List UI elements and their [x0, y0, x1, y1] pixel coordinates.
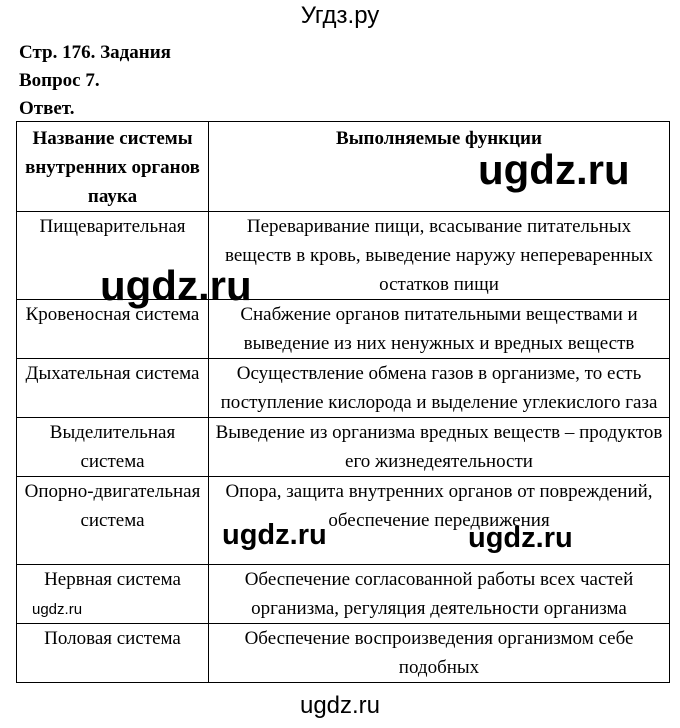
- table-row: [17, 418, 670, 477]
- function-cell: Опора, защита внутренних органов от повреждений, обеспечение передвижения: [209, 477, 670, 565]
- function-cell: Обеспечение воспроизведения организмом себе подобных: [209, 624, 670, 683]
- system-name-cell: Опорно-двигательная система: [17, 477, 209, 565]
- function-cell: Обеспечение согласованной работы всех частей организма, регуляция деятельности организма: [209, 565, 670, 624]
- table-row: [17, 624, 670, 683]
- system-name-cell: Нервная система: [17, 565, 209, 624]
- question-number: Вопрос 7.: [19, 70, 100, 91]
- system-name-cell: Кровеносная система: [17, 300, 209, 359]
- header-system-name: Название системы внутренних органов паука: [17, 122, 209, 212]
- system-name-cell: Выделительная система: [17, 418, 209, 477]
- function-cell: Выведение из организма вредных веществ – продуктов его жизнедеятельности: [209, 418, 670, 477]
- watermark: ugdz.ru: [32, 601, 83, 618]
- answer-label: Ответ.: [19, 98, 75, 119]
- function-cell: Осуществление обмена газов в организме, то есть поступление кислорода и выделение углекислого газа: [209, 359, 670, 418]
- system-name-cell: Дыхательная система: [17, 359, 209, 418]
- table-row: [17, 359, 670, 418]
- function-cell: Переваривание пищи, всасывание питательных веществ в кровь, выведение наружу непереваренных остатков пищи: [209, 212, 670, 300]
- watermark: ugdz.ru: [478, 146, 630, 193]
- table-row: [17, 565, 670, 624]
- system-name-cell: Половая система: [17, 624, 209, 683]
- page-reference: Стр. 176. Задания: [19, 42, 171, 63]
- watermark: ugdz.ru: [222, 519, 327, 551]
- watermark: ugdz.ru: [468, 522, 573, 554]
- header-functions: Выполняемые функции: [209, 122, 670, 212]
- site-title: Угдз.ру: [300, 2, 380, 29]
- function-cell: Снабжение органов питательными веществами и выведение из них ненужных и вредных веществ: [209, 300, 670, 359]
- spider-organ-systems-table: [16, 121, 670, 683]
- system-name-cell: Пищеварительная: [17, 212, 209, 300]
- site-footer: ugdz.ru: [299, 692, 381, 719]
- watermark: ugdz.ru: [100, 262, 252, 309]
